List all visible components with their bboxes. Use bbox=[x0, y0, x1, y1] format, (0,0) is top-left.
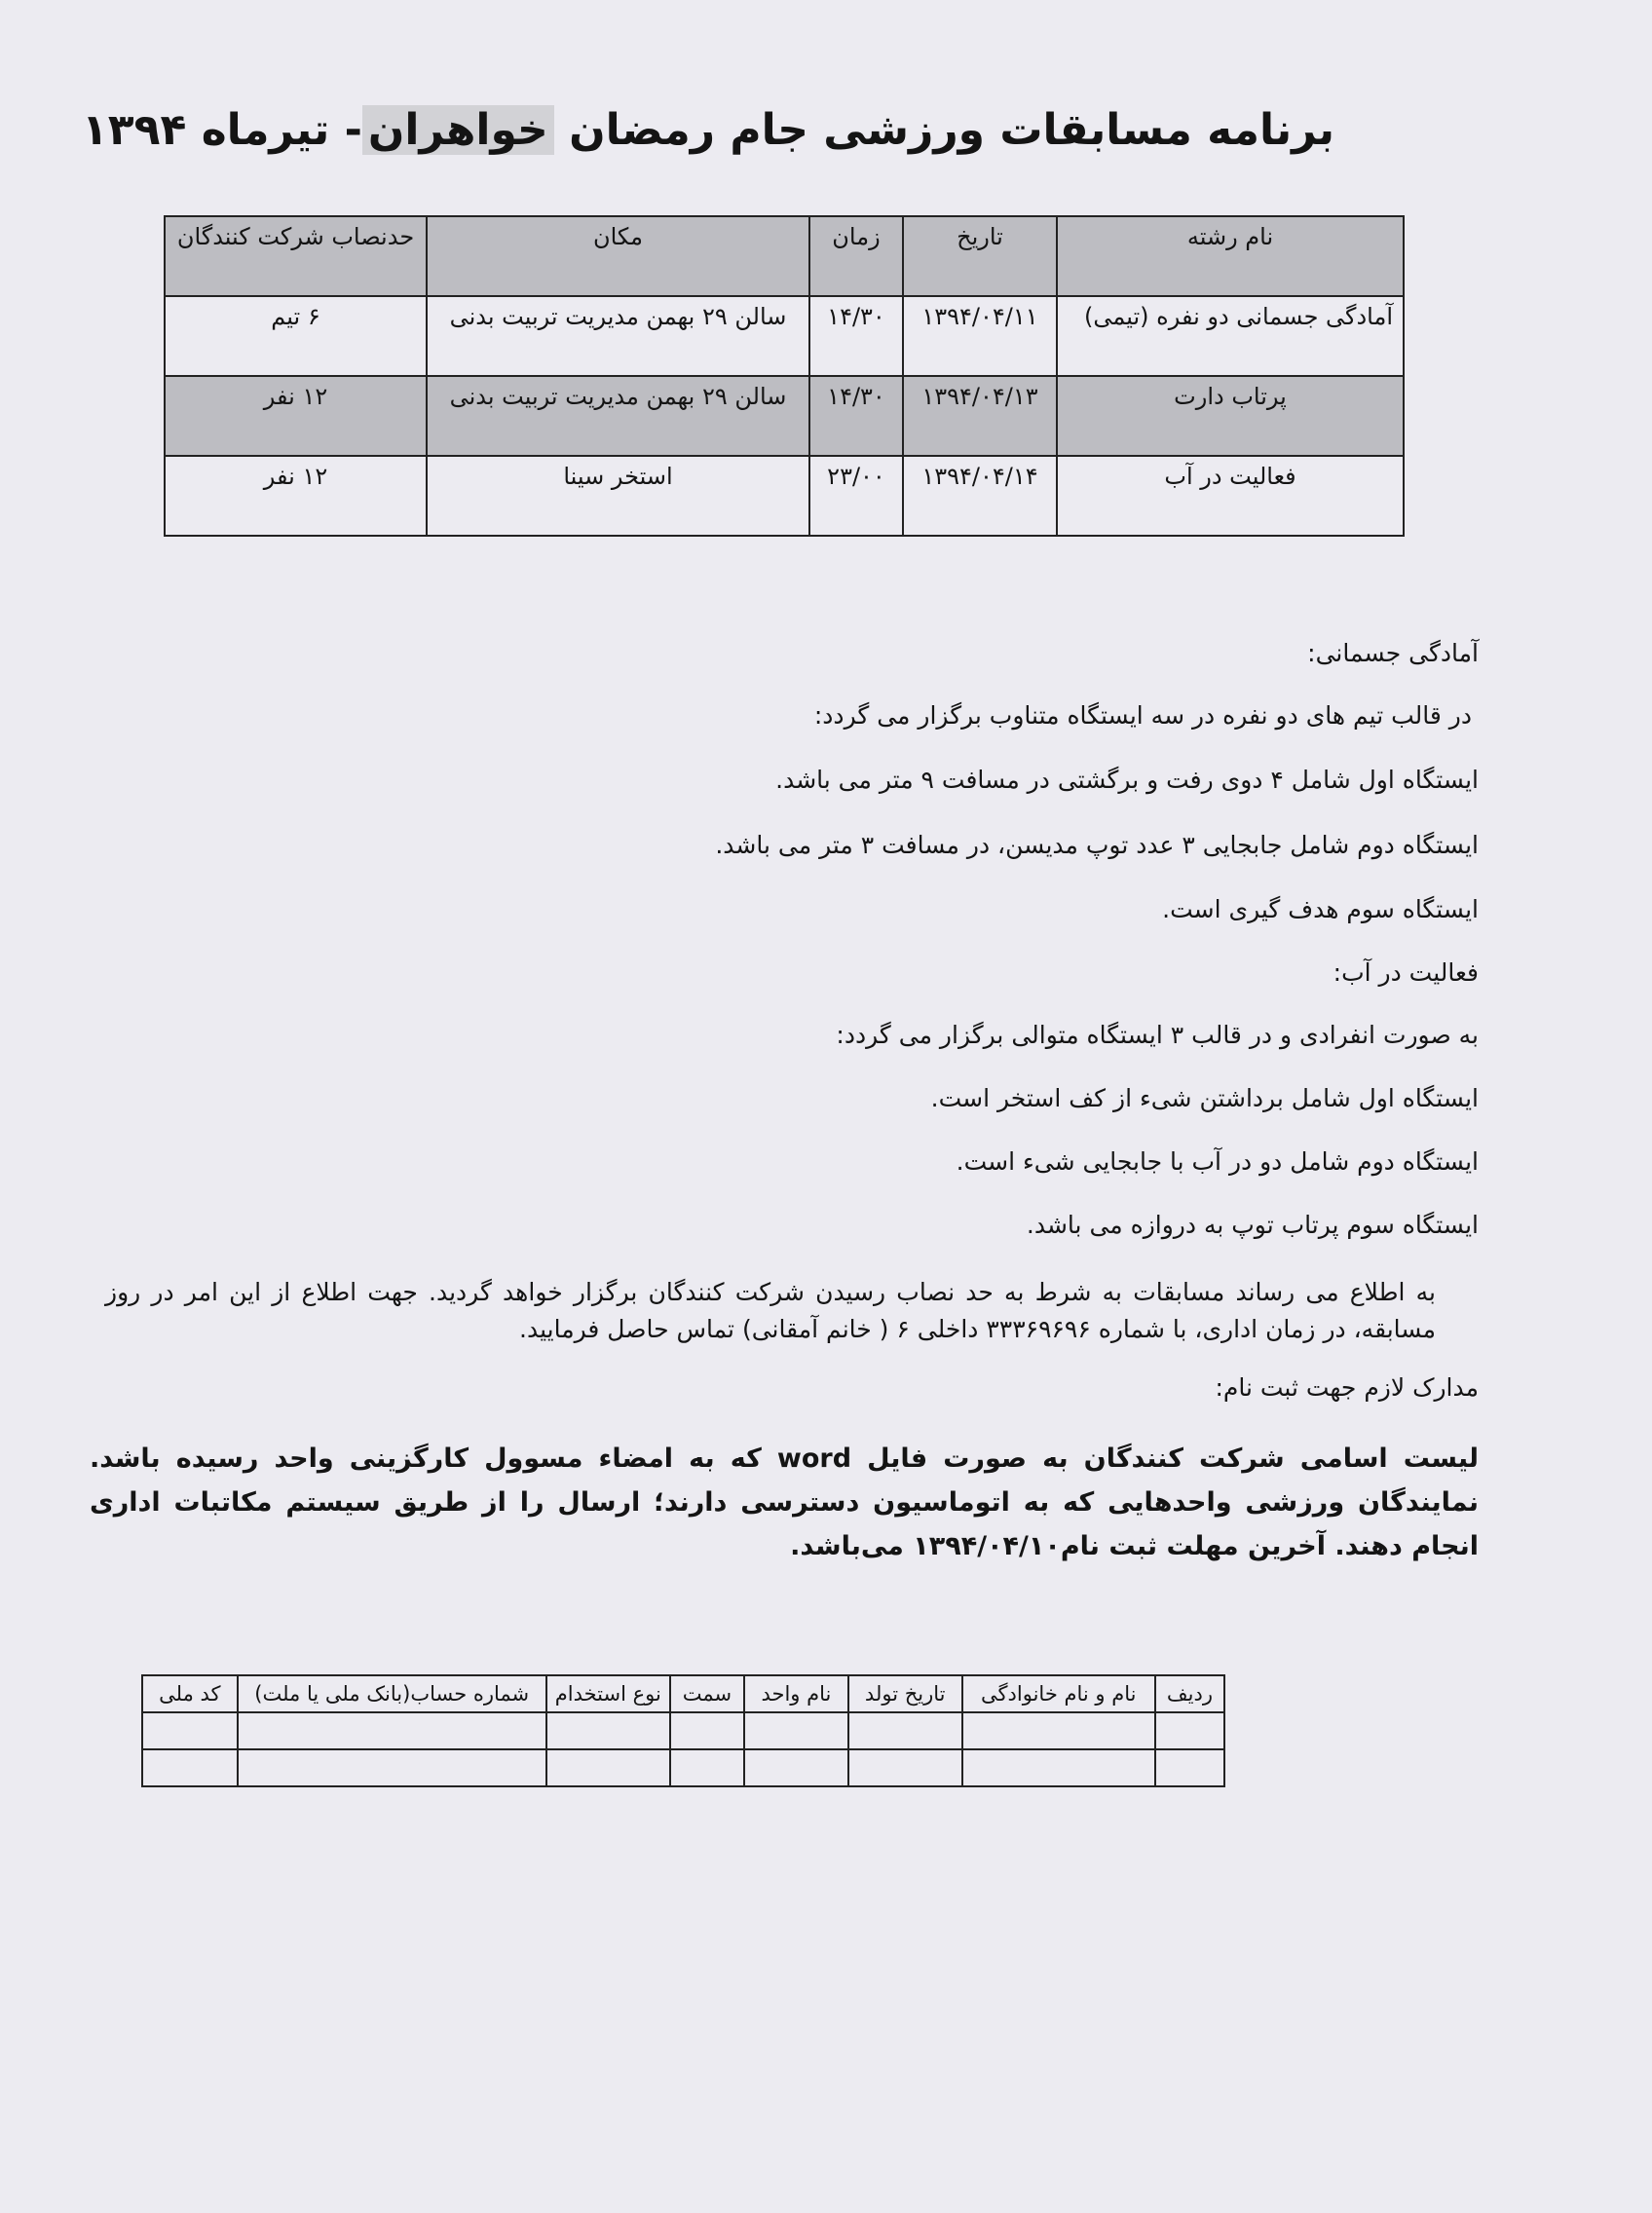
reg-cell bbox=[238, 1749, 546, 1786]
cell-quorum: ۱۲ نفر bbox=[165, 376, 427, 456]
reg-header-birth-date: تاریخ تولد bbox=[848, 1675, 962, 1712]
cell-date: ۱۳۹۴/۰۴/۱۳ bbox=[903, 376, 1057, 456]
notice-paragraph: به اطلاع می رساند مسابقات به شرط به حد نصاب رسیدن شرکت کنندگان برگزار خواهد گردید. جهت اطلاع از این امر در روز مسابقه، در زمان اداری، با شماره ۳۳۳۶۹۶۹۶ داخلی ۶ ( خانم آمقانی) تماس حاصل فرمایید. bbox=[105, 1278, 1436, 1343]
cell-quorum: ۶ تیم bbox=[165, 296, 427, 376]
header-quorum: حدنصاب شرکت کنندگان bbox=[165, 216, 427, 296]
reg-cell bbox=[1155, 1749, 1224, 1786]
registration-header-row bbox=[142, 1675, 1224, 1712]
reg-cell bbox=[848, 1712, 962, 1749]
cell-location: استخر سینا bbox=[427, 456, 809, 536]
water-station-3: ایستگاه سوم پرتاب توپ به دروازه می باشد. bbox=[1026, 1211, 1479, 1239]
registration-table bbox=[141, 1674, 1225, 1787]
reg-cell bbox=[546, 1712, 670, 1749]
table-row bbox=[142, 1749, 1224, 1786]
docs-heading: مدارک لازم جهت ثبت نام: bbox=[1215, 1373, 1479, 1402]
table-row bbox=[142, 1712, 1224, 1749]
reg-cell bbox=[962, 1712, 1155, 1749]
cell-quorum: ۱۲ نفر bbox=[165, 456, 427, 536]
reg-cell bbox=[238, 1712, 546, 1749]
cell-location: سالن ۲۹ بهمن مدیریت تربیت بدنی bbox=[427, 296, 809, 376]
reg-header-account: شماره حساب(بانک ملی یا ملت) bbox=[238, 1675, 546, 1712]
cell-sport: فعالیت در آب bbox=[1057, 456, 1404, 536]
reg-cell bbox=[1155, 1712, 1224, 1749]
reg-cell bbox=[744, 1749, 848, 1786]
reg-cell bbox=[670, 1749, 744, 1786]
reg-header-full-name: نام و نام خانوادگی bbox=[962, 1675, 1155, 1712]
docs-paragraph: لیست اسامی شرکت کنندگان به صورت فایل word که به امضاء مسوول کارگزینی واحد رسیده باشد. نمایندگان ورزشی واحدهایی که به اتوماسیون دسترسی دارند؛ ارسال را از طریق سیستم مکاتبات اداری انجام دهند. آخرین مهلت ثبت نام۱۳۹۴/۰۴/۱۰ می‌باشد. bbox=[90, 1444, 1479, 1561]
header-time: زمان bbox=[809, 216, 903, 296]
fitness-station-3: ایستگاه سوم هدف گیری است. bbox=[1162, 895, 1479, 923]
reg-cell bbox=[142, 1749, 238, 1786]
cell-sport: پرتاب دارت bbox=[1057, 376, 1404, 456]
fitness-station-2: ایستگاه دوم شامل جابجایی ۳ عدد توپ مدیسن، در مسافت ۳ متر می باشد. bbox=[715, 831, 1479, 859]
page-title bbox=[81, 105, 1334, 155]
cell-date: ۱۳۹۴/۰۴/۱۱ bbox=[903, 296, 1057, 376]
title-main: برنامه مسابقات ورزشی جام رمضان bbox=[569, 105, 1334, 155]
table-row bbox=[165, 456, 1404, 536]
reg-header-position: سمت bbox=[670, 1675, 744, 1712]
reg-cell bbox=[546, 1749, 670, 1786]
cell-sport: آمادگی جسمانی دو نفره (تیمی) bbox=[1057, 296, 1404, 376]
cell-location: سالن ۲۹ بهمن مدیریت تربیت بدنی bbox=[427, 376, 809, 456]
title-highlight: خواهران bbox=[362, 105, 554, 155]
cell-date: ۱۳۹۴/۰۴/۱۴ bbox=[903, 456, 1057, 536]
fitness-heading: آمادگی جسمانی: bbox=[1307, 639, 1479, 667]
reg-header-row-number: ردیف bbox=[1155, 1675, 1224, 1712]
water-station-2: ایستگاه دوم شامل دو در آب با جابجایی شیء است. bbox=[956, 1147, 1479, 1176]
reg-cell bbox=[962, 1749, 1155, 1786]
reg-header-unit: نام واحد bbox=[744, 1675, 848, 1712]
reg-cell bbox=[670, 1712, 744, 1749]
reg-cell bbox=[848, 1749, 962, 1786]
title-tail: - تیرماه ۱۳۹۴ bbox=[81, 105, 362, 155]
water-intro: به صورت انفرادی و در قالب ۳ ایستگاه متوالی برگزار می گردد: bbox=[836, 1021, 1479, 1049]
fitness-intro: در قالب تیم های دو نفره در سه ایستگاه متناوب برگزار می گردد: bbox=[813, 701, 1472, 730]
water-station-1: ایستگاه اول شامل برداشتن شیء از کف استخر است. bbox=[930, 1084, 1479, 1112]
fitness-station-1: ایستگاه اول شامل ۴ دوی رفت و برگشتی در مسافت ۹ متر می باشد. bbox=[775, 766, 1479, 794]
reg-cell bbox=[142, 1712, 238, 1749]
cell-time: ۱۴/۳۰ bbox=[809, 376, 903, 456]
cell-time: ۱۴/۳۰ bbox=[809, 296, 903, 376]
reg-cell bbox=[744, 1712, 848, 1749]
reg-header-national-id: کد ملی bbox=[142, 1675, 238, 1712]
header-sport: نام رشته bbox=[1057, 216, 1404, 296]
table-row bbox=[165, 376, 1404, 456]
header-location: مکان bbox=[427, 216, 809, 296]
water-heading: فعالیت در آب: bbox=[1333, 958, 1479, 987]
schedule-header-row bbox=[165, 216, 1404, 296]
table-row bbox=[165, 296, 1404, 376]
header-date: تاریخ bbox=[903, 216, 1057, 296]
schedule-table bbox=[164, 215, 1405, 537]
cell-time: ۲۳/۰۰ bbox=[809, 456, 903, 536]
reg-header-employment: نوع استخدام bbox=[546, 1675, 670, 1712]
